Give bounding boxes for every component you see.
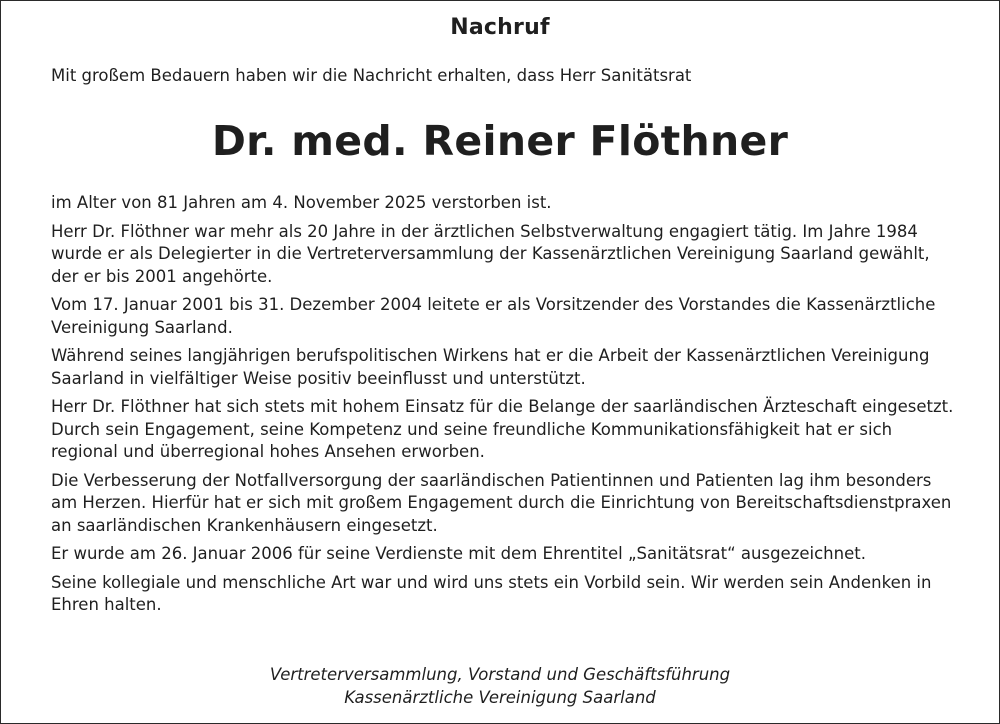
paragraph-influence: Während seines langjährigen berufspolitischen Wirkens hat er die Arbeit der Kassenärztlichen Vereinigung Saarland in vielfältiger Weise positiv beeinflusst und unterstützt. [51, 346, 930, 388]
paragraph-remembrance: Seine kollegiale und menschliche Art war und wird uns stets ein Vorbild sein. Wir werden sein Andenken in Ehren halten. [51, 572, 932, 614]
paragraph-emergency-care: Die Verbesserung der Notfallversorgung der saarländischen Patientinnen und Patienten lag ihm besonders am Herzen. Hierfür hat er sich mit großem Engagement durch die Einrichtung von Bereitschaftsdienstpraxen an saarländischen Krankenhäusern eingesetzt. [51, 470, 952, 535]
notice-heading: Nachruf [450, 15, 550, 40]
deceased-name: Dr. med. Reiner Flöthner [211, 117, 789, 165]
intro-text: Mit großem Bedauern haben wir die Nachricht erhalten, dass Herr Sanitätsrat [51, 66, 692, 85]
paragraph-commitment: Herr Dr. Flöthner hat sich stets mit hohem Einsatz für die Belange der saarländischen Ärzteschaft eingesetzt. Durch sein Engagement, seine Kompetenz und seine freundliche Kommunikationsfähigkeit hat er sich regional und überregional hohes Ansehen erworben. [51, 397, 954, 461]
notice-body [51, 192, 961, 623]
paragraph-career: Herr Dr. Flöthner war mehr als 20 Jahre in der ärztlichen Selbstverwaltung engagiert tätig. Im Jahre 1984 wurde er als Delegierter in die Vertreterversammlung der Kassenärztlichen Vereinigung Saarland gewählt, der er bis 2001 angehörte. [51, 221, 930, 286]
paragraph-honorary-title: Er wurde am 26. Januar 2006 für seine Verdienste mit dem Ehrentitel „Sanitätsrat“ ausgezeichnet. [51, 544, 866, 563]
paragraph-chairman: Vom 17. Januar 2001 bis 31. Dezember 2004 leitete er als Vorsitzender des Vorstandes die Kassenärztliche Vereinigung Saarland. [51, 295, 936, 337]
paragraph-age-date: im Alter von 81 Jahren am 4. November 2025 verstorben ist. [51, 193, 552, 212]
signature-line-bodies: Vertreterversammlung, Vorstand und Geschäftsführung [269, 665, 731, 684]
signature-line-organisation: Kassenärztliche Vereinigung Saarland [344, 688, 656, 707]
signature-block [1, 663, 999, 709]
